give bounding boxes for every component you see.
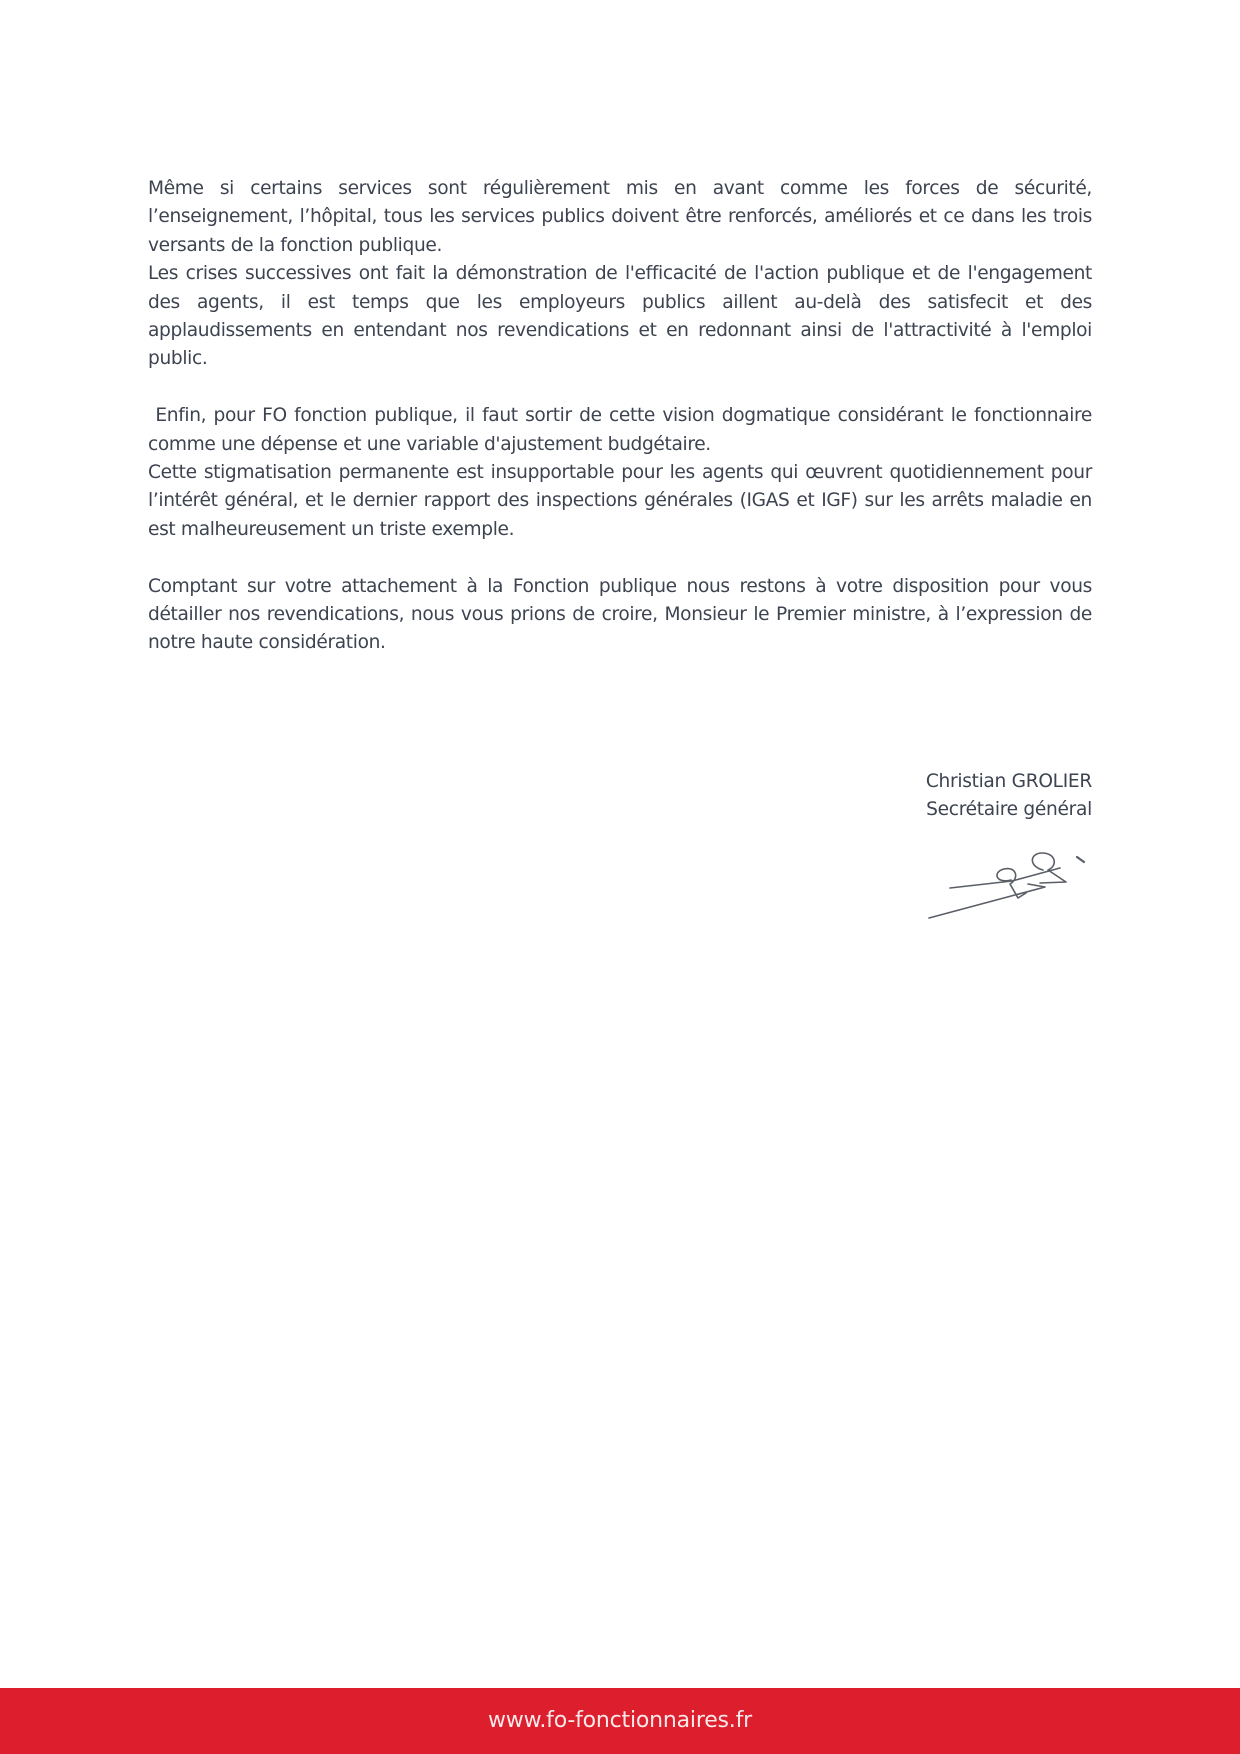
paragraph-services: Même si certains services sont régulièrement mis en avant comme les forces de sécurité, l’enseignement, l’hôpital, tous les services publics doivent être renforcés, améliorés et ce dans les trois versants de la fonction publique. — [148, 178, 1092, 256]
letter-body — [148, 175, 1092, 658]
paragraph-stigmatisation: Cette stigmatisation permanente est insupportable pour les agents qui œuvrent quotidiennement pour l’intérêt général, et le dernier rapport des inspections générales (IGAS et IGF) sur les arrêts maladie en est malheureusement un triste exemple. — [148, 462, 1092, 540]
website-link[interactable]: www.fo-fonctionnaires.fr — [488, 1707, 752, 1733]
paragraph-spacer — [148, 544, 1092, 572]
paragraph-closing: Comptant sur votre attachement à la Fonction publique nous restons à votre disposition pour vous détailler nos revendications, nous vous prions de croire, Monsieur le Premier ministre, à l’expression de notre haute considération. — [148, 575, 1092, 654]
paragraph-vision-dogmatique: Enfin, pour FO fonction publique, il faut sortir de cette vision dogmatique considérant le fonctionnaire comme une dépense et une variable d'ajustement budgétaire. — [148, 405, 1092, 455]
signatory-name: Christian GROLIER — [925, 771, 1092, 792]
signatory-block — [926, 768, 1092, 825]
handwritten-signature-icon — [915, 845, 1100, 930]
paragraph-spacer — [148, 374, 1092, 402]
footer-bar — [0, 1688, 1240, 1754]
signatory-title: Secrétaire général — [926, 799, 1092, 821]
paragraph-crises: Les crises successives ont fait la démonstration de l'efficacité de l'action publique et de l'engagement des agents, il est temps que les employeurs publics aillent au-delà des satisfecit et des applaudissements en entendant nos revendications et en redonnant ainsi de l'attractivité à l'emploi public. — [148, 263, 1092, 370]
